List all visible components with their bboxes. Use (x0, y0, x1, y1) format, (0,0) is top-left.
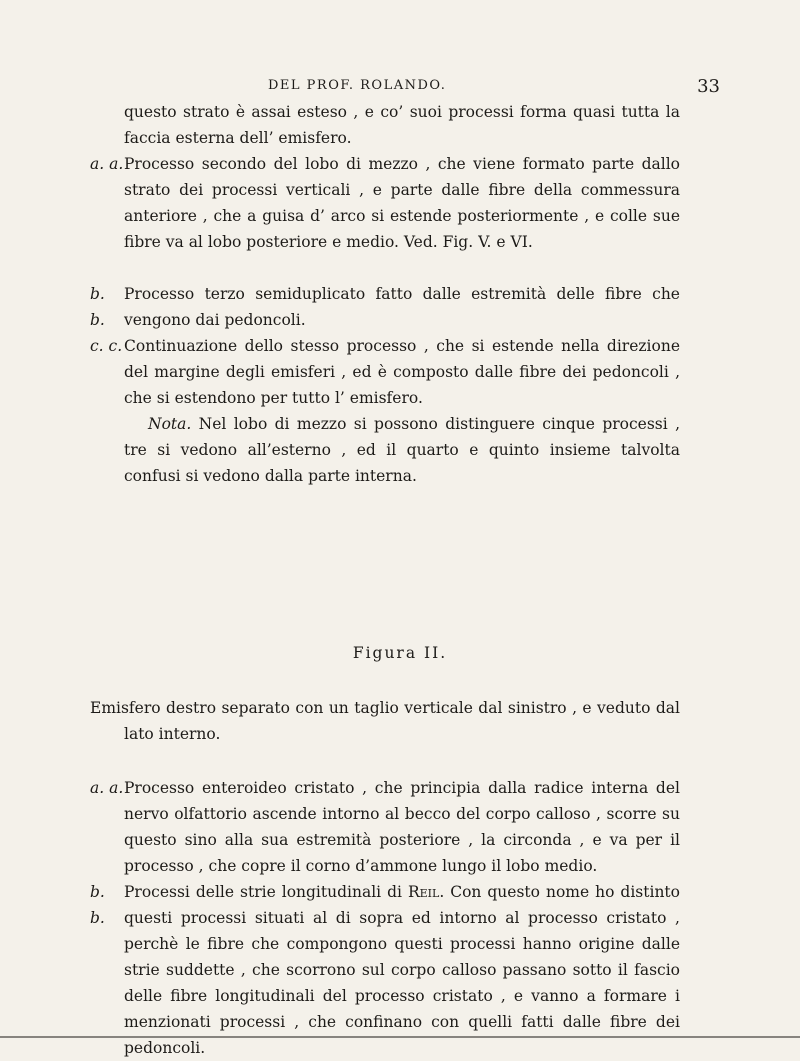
fig2-caption (90, 695, 680, 747)
entry-text: Processo enteroideo cristato , che principia dalla radice interna del nervo olfattorio ascende intorno al becco del corpo calloso , scorre su questo sino alla sua estremità posteriore , la circonda , e va per il processo , che copre il corno d’ammone lungo il lobo medio. (124, 779, 680, 875)
page-number: 33 (697, 76, 720, 97)
entry-label: a. a. (90, 155, 124, 173)
figure-heading: Figura II. (352, 644, 448, 662)
nota-label: Nota. (148, 415, 192, 433)
entry-fig2-a (90, 775, 680, 879)
page-edge-line (0, 1036, 800, 1038)
entry-text: Continuazione dello stesso processo , che si estende nella direzione del margine degli emisferi , ed è composto dalle fibre dei pedoncoli , che si estendono per tutto l’ emisfero. (124, 337, 680, 407)
entry-text-before: Processi delle strie longitudinali di (124, 883, 402, 901)
entry-label: b. b. (90, 285, 105, 329)
entry-text-after: Con questo nome ho distinto questi processi situati al di sopra ed intorno al processo cristato , perchè le fibre che compongono questi processi hanno origine dalle strie suddette , che scorrono sul corpo calloso passano sotto il fascio delle fibre longitudinali del processo cristato , e vanno a formare i menzionati processi , che confinano con quelli fatti dalle fibre dei pedoncoli. (124, 883, 680, 1057)
entry-text (124, 879, 680, 1061)
author-name: Reil. (407, 883, 445, 901)
entry-label: c. c. (90, 337, 123, 355)
intro-paragraph: questo strato è assai esteso , e co’ suoi processi forma quasi tutta la faccia esterna dell’ emisfero. (124, 103, 680, 147)
nota-text: Nel lobo di mezzo si possono distinguere cinque processi , tre si vedono all’esterno , ed il quarto e quinto insieme talvolta confusi si vedono dalla parte interna. (124, 415, 680, 485)
entry-fig1-a (90, 151, 680, 255)
entry-label: a. a. (90, 779, 124, 797)
caption-text: Emisfero destro separato con un taglio verticale dal sinistro , e veduto dal lato interno. (90, 699, 680, 743)
entry-label: b. b. (90, 883, 105, 927)
running-head: DEL PROF. ROLANDO. (268, 78, 447, 93)
nota-paragraph (124, 411, 680, 489)
entry-text: Processo secondo del lobo di mezzo , che viene formato parte dallo strato dei processi verticali , e parte dalle fibre della commessura anteriore , che a guisa d’ arco si estende posteriormente , e colle sue fibre va al lobo posteriore e medio. Ved. Fig. V. e VI. (124, 155, 680, 251)
entry-fig2-b (90, 879, 680, 1061)
entry-fig1-b (90, 281, 680, 333)
entry-fig1-c (90, 333, 680, 411)
entry-text: Processo terzo semiduplicato fatto dalle estremità delle fibre che vengono dai pedoncoli. (124, 285, 680, 329)
